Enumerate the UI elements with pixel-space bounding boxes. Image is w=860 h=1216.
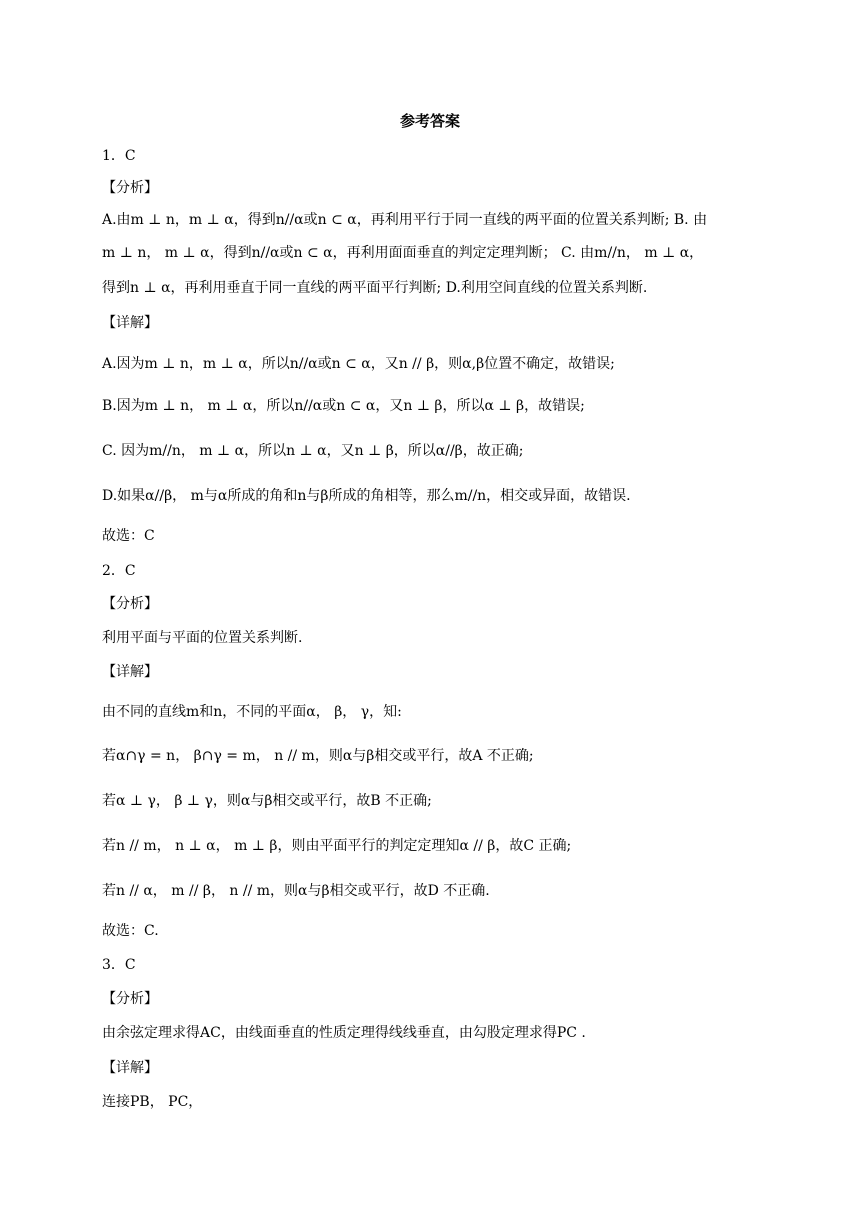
detail-label: 【详解】: [102, 1060, 158, 1076]
analysis-text: m ⊥ n， m ⊥ α，得到n//α或n ⊂ α，再利用面面垂直的判定定理判断； C. 由m//n， m ⊥ α，: [102, 245, 704, 261]
page-title: 参考答案: [399, 112, 460, 130]
detail-text: 若α∩γ = n， β∩γ = m， n // m，则α与β相交或平行，故A 不正确;: [102, 748, 534, 764]
detail-text: 若n // α， m // β， n // m，则α与β相交或平行，故D 不正确.: [102, 883, 490, 899]
analysis-label: 【分析】: [102, 991, 158, 1007]
analysis-label: 【分析】: [102, 596, 158, 612]
analysis-text: 由余弦定理求得AC，由线面垂直的性质定理得线线垂直，由勾股定理求得PC .: [102, 1025, 586, 1041]
detail-text: D.如果α//β， m与α所成的角和n与β所成的角相等，那么m//n，相交或异面，故错误.: [102, 488, 631, 504]
conclusion-text: 故选：C.: [102, 923, 159, 939]
detail-text: B.因为m ⊥ n， m ⊥ α，所以n//α或n ⊂ α，又n ⊥ β，所以α ⊥ β，故错误;: [102, 398, 585, 414]
detail-text: 由不同的直线m和n，不同的平面α， β， γ，知:: [102, 704, 402, 720]
answer-heading-1: 1．C: [102, 148, 136, 164]
analysis-text: 得到n ⊥ α，再利用垂直于同一直线的两平面平行判断; D.利用空间直线的位置关系判断.: [102, 280, 648, 296]
answer-heading-2: 2．C: [102, 563, 136, 579]
analysis-text: A.由m ⊥ n，m ⊥ α，得到n//α或n ⊂ α，再利用平行于同一直线的两平面的位置关系判断; B. 由: [102, 212, 708, 228]
analysis-label: 【分析】: [102, 180, 158, 196]
detail-text: A.因为m ⊥ n，m ⊥ α，所以n//α或n ⊂ α，又n // β，则α,β位置不确定，故错误;: [102, 356, 615, 372]
conclusion-text: 故选：C: [102, 528, 155, 544]
detail-label: 【详解】: [102, 664, 158, 680]
detail-text: 若α ⊥ γ， β ⊥ γ，则α与β相交或平行，故B 不正确;: [102, 793, 432, 809]
detail-text: 若n // m， n ⊥ α， m ⊥ β，则由平面平行的判定定理知α // β，故C 正确;: [102, 838, 572, 854]
detail-text: C. 因为m//n， m ⊥ α，所以n ⊥ α，又n ⊥ β，所以α//β，故正确;: [102, 443, 524, 459]
analysis-text: 利用平面与平面的位置关系判断.: [102, 630, 303, 646]
detail-text: 连接PB， PC，: [102, 1094, 203, 1110]
detail-label: 【详解】: [102, 315, 158, 331]
answer-heading-3: 3．C: [102, 957, 136, 973]
